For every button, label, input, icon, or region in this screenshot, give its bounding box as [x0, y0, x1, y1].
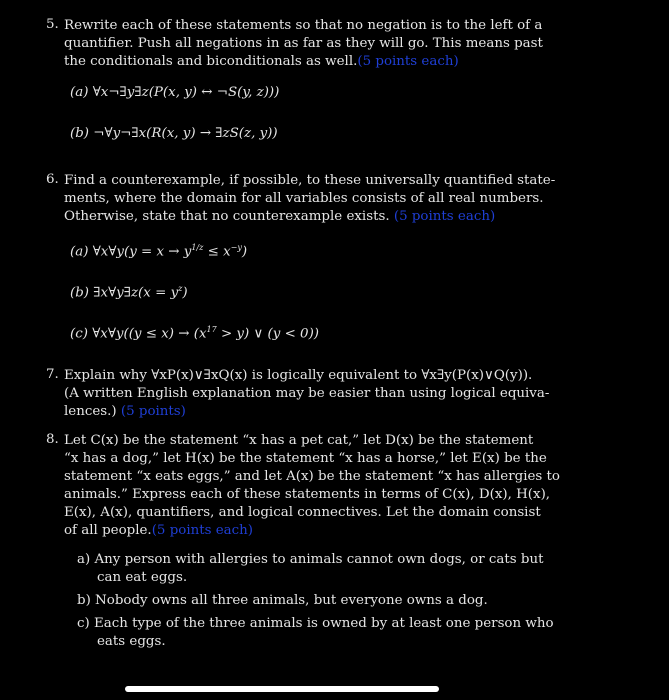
q6-a-close: ): [241, 244, 248, 260]
q6-line-1: Find a counterexample, if possible, to these universally quantified state-: [64, 173, 556, 188]
q6-b-pre: (b) ∃x∀y∃z(x = y: [70, 285, 179, 301]
q5-line-2: quantifier. Push all negations in as far as they will go. This means past: [64, 36, 543, 51]
q6-a-exp: −y: [230, 243, 242, 252]
q8-a-line-1: a) Any person with allergies to animals cannot own dogs, or cats but: [77, 552, 544, 567]
q8-line-4: animals.” Express each of these statements in terms of C(x), D(x), H(x),: [64, 487, 551, 502]
q5-b: (b) ¬∀y¬∃x(R(x, y) → ∃zS(z, y)): [70, 126, 278, 141]
q8-points: (5 points each): [151, 523, 253, 538]
q5-line-1: Rewrite each of these statements so that no negation is to the left of a: [64, 18, 543, 33]
q7-points: (5 points): [120, 404, 186, 419]
q8-line-2: “x has a dog,” let H(x) be the statement “x has a horse,” let E(x) be the: [64, 451, 547, 466]
q7-number: 7.: [46, 367, 59, 382]
q8-a-line-2: can eat eggs.: [97, 570, 188, 585]
q6-b-close: ): [182, 285, 188, 301]
q8-b: b) Nobody owns all three animals, but everyone owns a dog.: [77, 593, 488, 608]
q5-points: (5 points each): [357, 54, 459, 69]
q8-line-1: Let C(x) be the statement “x has a pet cat,” let D(x) be the statement: [64, 433, 534, 448]
q6-a-post: ≤ x: [203, 244, 231, 260]
q6-points: (5 points each): [393, 209, 496, 224]
q5-line-3: [64, 53, 459, 70]
q6-b-exp: z: [178, 284, 183, 293]
q5-line-3-text: the conditionals and biconditionals as well.: [64, 54, 358, 69]
q7-line-1: Explain why ∀xP(x)∨∃xQ(x) is logically equivalent to ∀x∃y(P(x)∨Q(y)).: [64, 368, 533, 383]
q5-a: (a) ∀x¬∃y∃z(P(x, y) ↔ ¬S(y, z))): [70, 85, 280, 100]
q6-line-3-text: Otherwise, state that no counterexample exists.: [64, 209, 390, 224]
q8-line-5: E(x), A(x), quantifiers, and logical connectives. Let the domain consist: [64, 505, 541, 520]
q7-line-2: (A written English explanation may be easier than using logical equiva-: [64, 386, 550, 401]
q8-number: 8.: [46, 432, 59, 447]
q8-line-6: [64, 522, 253, 539]
home-indicator-bar[interactable]: [125, 686, 439, 692]
q6-b: [70, 280, 188, 301]
q8-c-line-2: eats eggs.: [97, 634, 166, 649]
q5-number: 5.: [46, 17, 59, 32]
q8-line-3: statement “x eats eggs,” and let A(x) be the statement “x has allergies to: [64, 469, 560, 484]
q6-a-pre: (a) ∀x∀y(y = x → y: [70, 244, 192, 260]
q8-c-line-1: c) Each type of the three animals is owned by at least one person who: [77, 616, 554, 631]
q6-c-post: > y) ∨ (y < 0)): [216, 326, 320, 342]
q6-line-3: [64, 208, 495, 225]
q7-line-3: [64, 403, 186, 420]
q8-line-6-text: of all people.: [64, 523, 152, 538]
q6-c-pre: (c) ∀x∀y((y ≤ x) → (x: [70, 326, 207, 342]
q7-line-3-text: lences.): [64, 404, 117, 419]
q6-c-exp: 17: [206, 325, 217, 334]
q6-a: [70, 239, 247, 260]
q6-a-frac: 1/z: [191, 243, 204, 252]
q6-line-2: ments, where the domain for all variables consists of all real numbers.: [64, 191, 544, 206]
q6-c: [70, 321, 319, 342]
q6-number: 6.: [46, 172, 59, 187]
